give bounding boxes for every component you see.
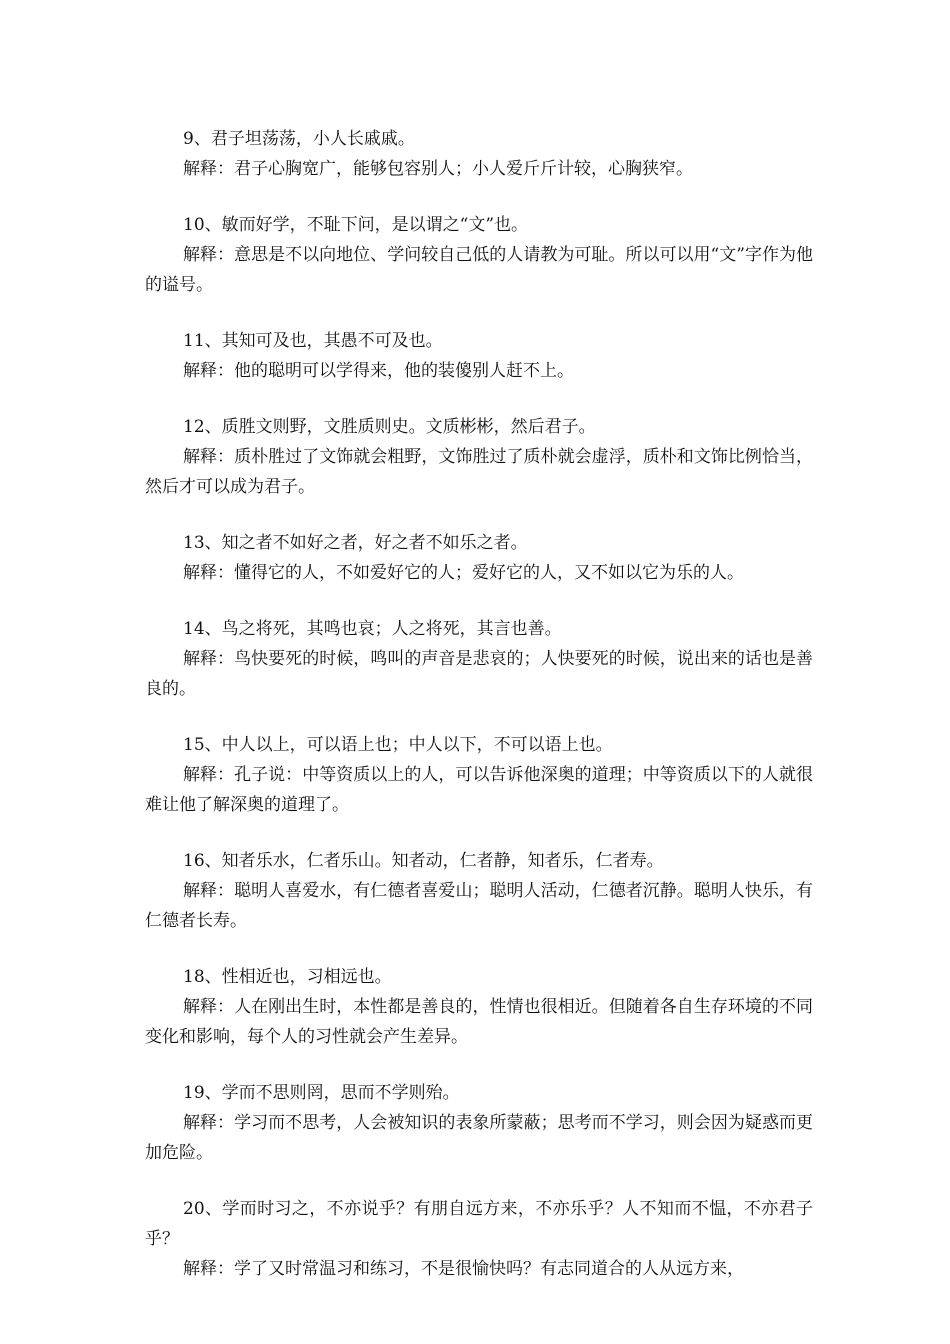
quote-text: 10、敏而好学，不耻下问，是以谓之“文”也。: [183, 215, 529, 235]
quote-text: 14、鸟之将死，其鸣也哀；人之将死，其言也善。: [183, 619, 562, 639]
explanation-text: 解释：质朴胜过了文饰就会粗野，文饰胜过了质朴就会虚浮，质朴和文饰比例恰当，然后才可以成为君子。: [145, 447, 813, 497]
entry-18: [145, 962, 813, 1052]
quote-text: 19、学而不思则罔，思而不学则殆。: [183, 1083, 460, 1103]
quote-text: 16、知者乐水，仁者乐山。知者动，仁者静，知者乐，仁者寿。: [183, 851, 664, 871]
entry-16: [145, 846, 813, 936]
quote-text: 18、性相近也，习相远也。: [183, 967, 392, 987]
entry-10: [145, 210, 813, 300]
entry-9: [145, 124, 813, 184]
explanation-text: 解释：意思是不以向地位、学问较自己低的人请教为可耻。所以可以用“文”字作为他的谥号。: [145, 245, 813, 295]
explanation-text: 解释：学习而不思考，人会被知识的表象所蒙蔽；思考而不学习，则会因为疑惑而更加危险。: [145, 1113, 813, 1163]
explanation-text: 解释：君子心胸宽广，能够包容别人；小人爱斤斤计较，心胸狭窄。: [183, 159, 693, 179]
explanation-text: 解释：人在刚出生时，本性都是善良的，性情也很相近。但随着各自生存环境的不同变化和影响，每个人的习性就会产生差异。: [145, 997, 813, 1047]
quote-text: 11、其知可及也，其愚不可及也。: [183, 331, 443, 351]
explanation-text: 解释：聪明人喜爱水，有仁德者喜爱山；聪明人活动，仁德者沉静。聪明人快乐，有仁德者长寿。: [145, 881, 813, 931]
explanation-text: 解释：学了又时常温习和练习，不是很愉快吗？有志同道合的人从远方来，: [183, 1259, 744, 1279]
entry-14: [145, 614, 813, 704]
entry-19: [145, 1078, 813, 1168]
entry-15: [145, 730, 813, 820]
quote-text: 12、质胜文则野，文胜质则史。文质彬彬，然后君子。: [183, 417, 596, 437]
document-page: [145, 124, 813, 1310]
quote-text: 13、知之者不如好之者，好之者不如乐之者。: [183, 533, 528, 553]
quote-text: 20、学而时习之，不亦说乎？有朋自远方来，不亦乐乎？人不知而不愠，不亦君子乎？: [145, 1199, 813, 1249]
explanation-text: 解释：鸟快要死的时候，鸣叫的声音是悲哀的；人快要死的时候，说出来的话也是善良的。: [145, 649, 813, 699]
entry-11: [145, 326, 813, 386]
entry-13: [145, 528, 813, 588]
entry-20: [145, 1194, 813, 1284]
entry-12: [145, 412, 813, 502]
explanation-text: 解释：懂得它的人，不如爱好它的人；爱好它的人，又不如以它为乐的人。: [183, 563, 744, 583]
explanation-text: 解释：孔子说：中等资质以上的人，可以告诉他深奥的道理；中等资质以下的人就很难让他了解深奥的道理了。: [145, 765, 813, 815]
quote-text: 15、中人以上，可以语上也；中人以下，不可以语上也。: [183, 735, 613, 755]
explanation-text: 解释：他的聪明可以学得来，他的装傻别人赶不上。: [183, 361, 574, 381]
quote-text: 9、君子坦荡荡，小人长戚戚。: [183, 129, 415, 149]
